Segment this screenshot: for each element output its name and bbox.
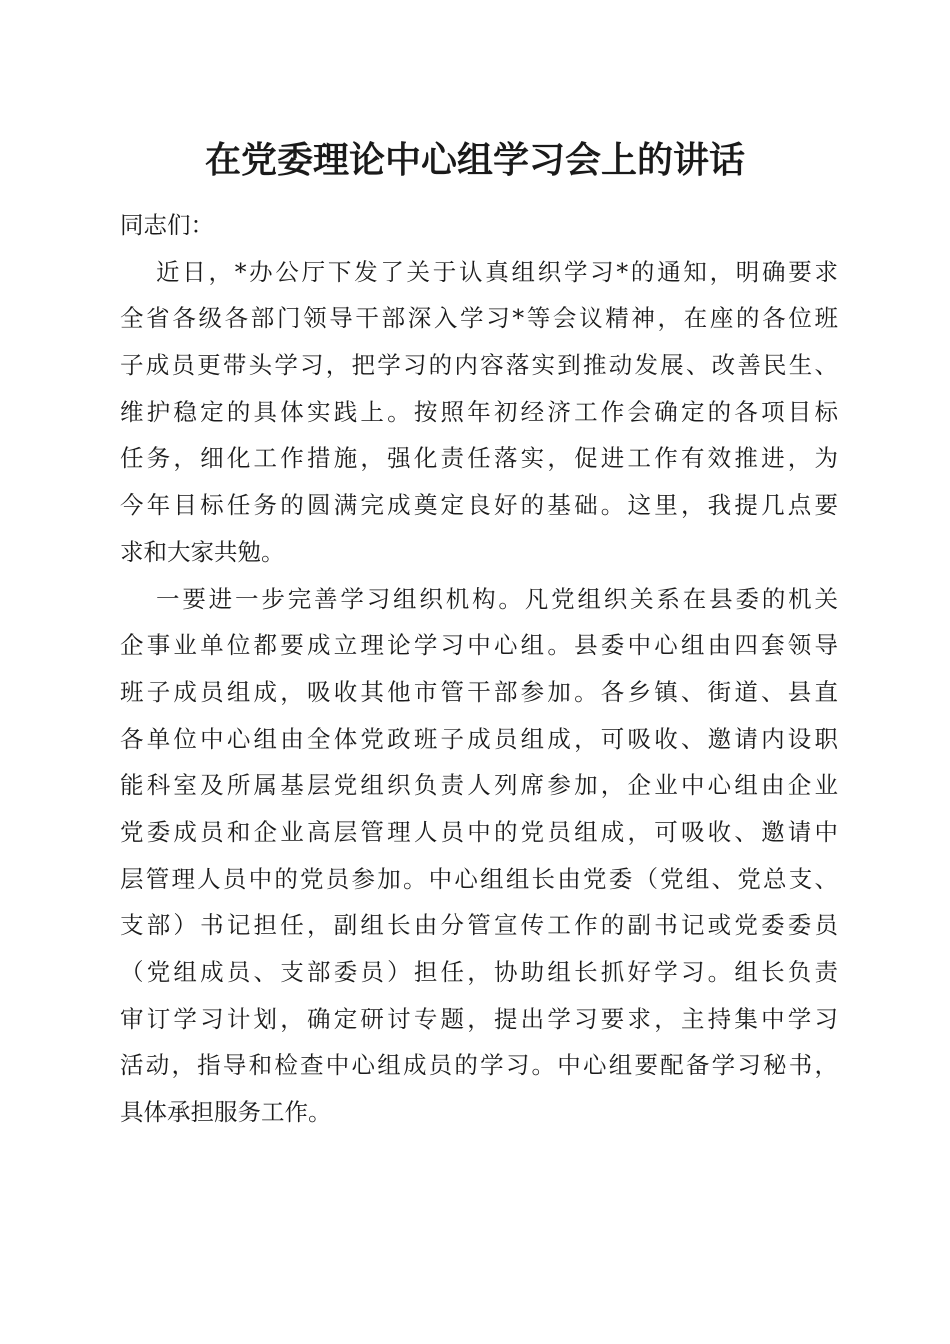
paragraph-line: 具体承担服务工作。 bbox=[120, 1098, 332, 1127]
paragraph-line: （党组成员、支部委员）担任，协助组长抓好学习。组长负责 bbox=[120, 958, 838, 986]
paragraph-line: 支部）书记担任，副组长由分管宣传工作的副书记或党委委员 bbox=[120, 911, 838, 940]
paragraph-line: 审订学习计划，确定研讨专题，提出学习要求，主持集中学习 bbox=[120, 1004, 838, 1033]
document-title: 在党委理论中心组学习会上的讲话 bbox=[204, 139, 745, 181]
paragraph-line: 任务，细化工作措施，强化责任落实，促进工作有效推进，为 bbox=[120, 444, 838, 473]
paragraph-line: 党委成员和企业高层管理人员中的党员组成，可吸收、邀请中 bbox=[120, 817, 838, 846]
paragraph-line: 能科室及所属基层党组织负责人列席参加，企业中心组由企业 bbox=[120, 771, 838, 800]
paragraph-line: 班子成员组成，吸收其他市管干部参加。各乡镇、街道、县直 bbox=[120, 677, 838, 706]
paragraph-line: 活动，指导和检查中心组成员的学习。中心组要配备学习秘书， bbox=[120, 1051, 838, 1080]
document-body bbox=[120, 202, 838, 1136]
paragraph-1 bbox=[120, 249, 838, 576]
paragraph-line: 企事业单位都要成立理论学习中心组。县委中心组由四套领导 bbox=[120, 631, 838, 660]
salutation: 同志们： bbox=[120, 211, 214, 239]
paragraph-line: 今年目标任务的圆满完成奠定良好的基础。这里，我提几点要 bbox=[120, 491, 838, 520]
paragraph-line: 近日，*办公厅下发了关于认真组织学习*的通知，明确要求 bbox=[156, 257, 838, 286]
paragraph-line: 一要进一步完善学习组织机构。凡党组织关系在县委的机关 bbox=[156, 584, 838, 613]
paragraph-line: 维护稳定的具体实践上。按照年初经济工作会确定的各项目标 bbox=[120, 397, 838, 426]
paragraph-line: 各单位中心组由全体党政班子成员组成，可吸收、邀请内设职 bbox=[120, 724, 838, 753]
paragraph-line: 全省各级各部门领导干部深入学习*等会议精神，在座的各位班 bbox=[120, 304, 838, 333]
paragraph-line: 子成员更带头学习，把学习的内容落实到推动发展、改善民生、 bbox=[120, 351, 838, 380]
paragraph-line: 层管理人员中的党员参加。中心组组长由党委（党组、党总支、 bbox=[120, 864, 838, 893]
paragraph-2 bbox=[120, 576, 838, 1136]
paragraph-line: 求和大家共勉。 bbox=[120, 537, 285, 566]
